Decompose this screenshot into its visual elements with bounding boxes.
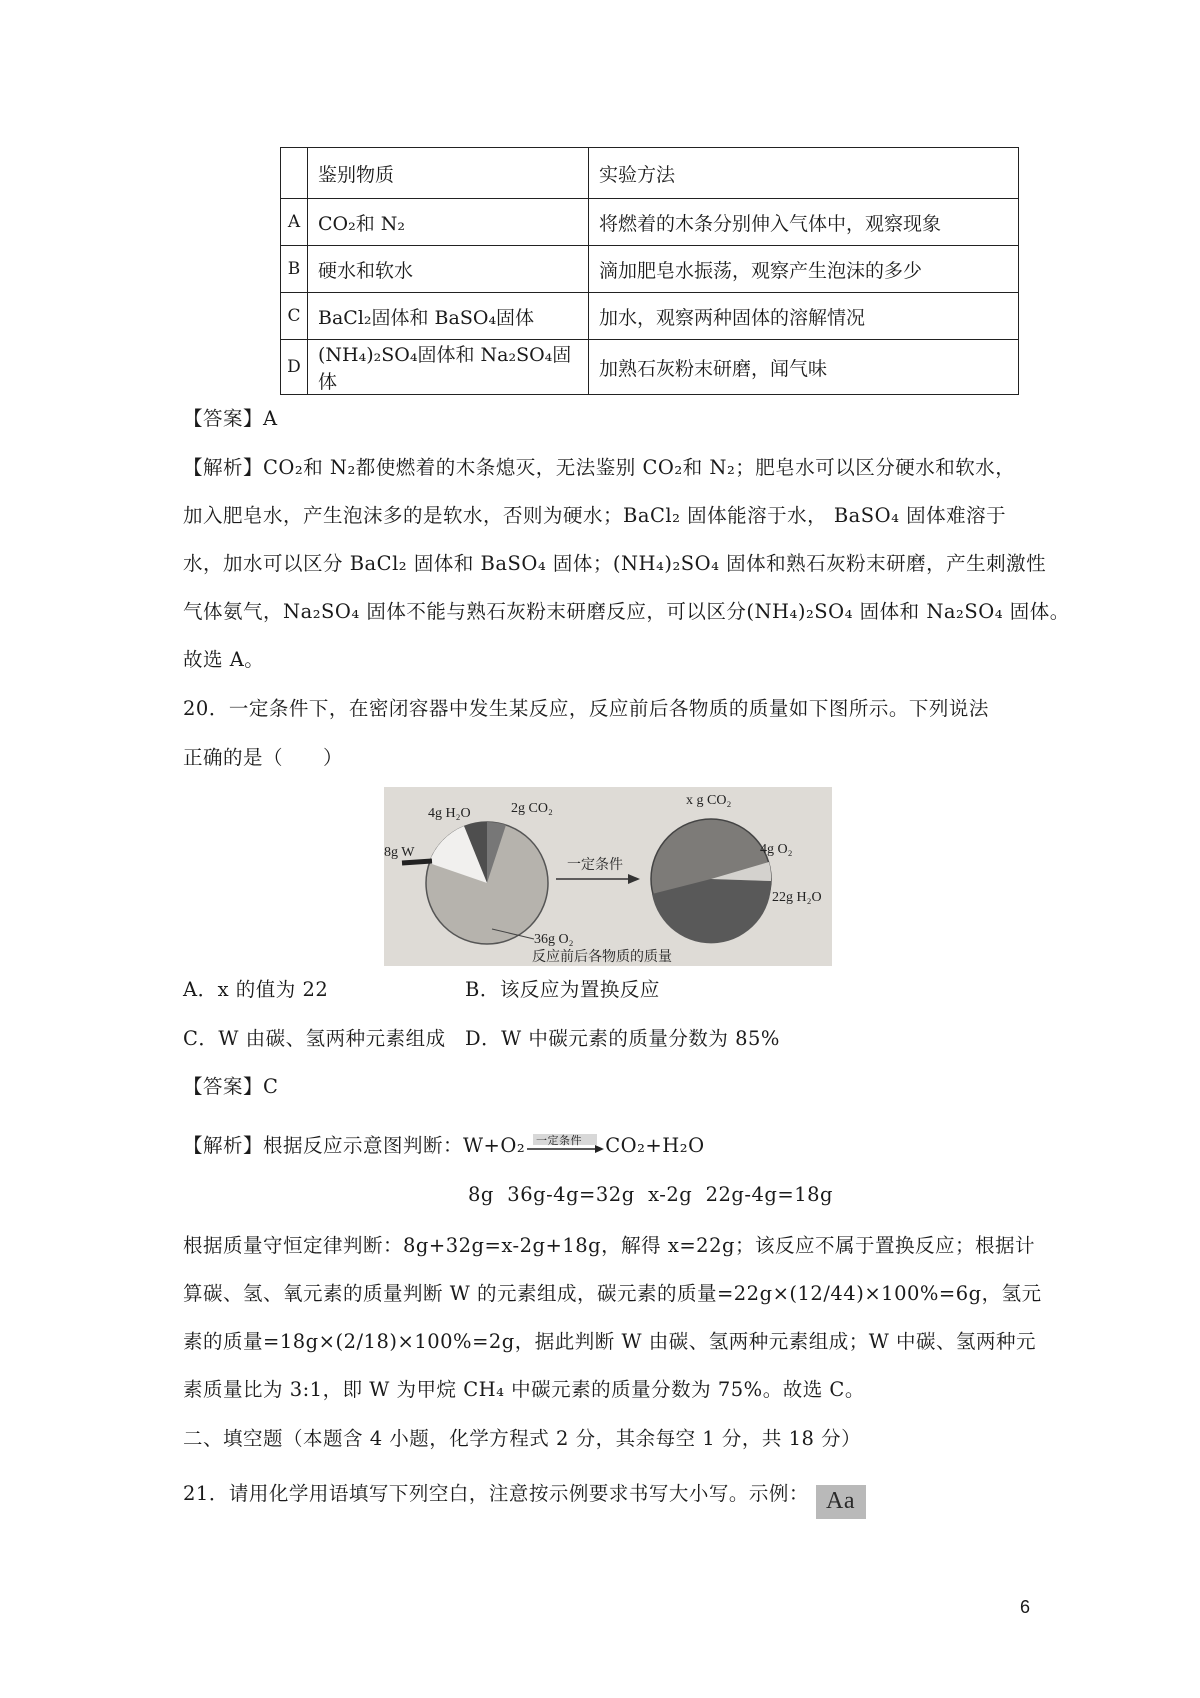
q19-analysis-line: 【解析】CO₂和 N₂都使燃着的木条熄灭，无法鉴别 CO₂和 N₂；肥皂水可以区分硬水和软水， (183, 456, 1016, 479)
table-cell-substance: BaCl₂固体和 BaSO₄固体 (308, 293, 589, 340)
after-label: x g CO₂ (686, 793, 732, 808)
q20-answer: 【答案】C (183, 1075, 279, 1098)
q19-answer: 【答案】A (183, 407, 278, 430)
q20-analysis-line: 素的质量=18g×(2/18)×100%=2g，据此判断 W 由碳、氢两种元素组成；W 中碳、氢两种元 (183, 1330, 1036, 1353)
section-heading: 二、填空题（本题含 4 小题，化学方程式 2 分，其余每空 1 分，共 18 分） (183, 1427, 862, 1450)
option-d: D．W 中碳元素的质量分数为 85% (465, 1027, 780, 1050)
equation-products: CO₂+H₂O (605, 1134, 705, 1157)
before-label: 36g O₂ (534, 932, 574, 947)
q20-analysis-line: 素质量比为 3:1，即 W 为甲烷 CH₄ 中碳元素的质量分数为 75%。故选 C。 (183, 1378, 865, 1401)
q19-analysis-line: 加入肥皂水，产生泡沫多的是软水，否则为硬水；BaCl₂ 固体能溶于水， BaSO₄ 固体难溶于 (183, 504, 1007, 527)
before-label: 8g W (384, 845, 415, 860)
table-row (281, 293, 1019, 340)
q19-analysis-line: 气体氨气，Na₂SO₄ 固体不能与熟石灰粉末研磨反应，可以区分(NH₄)₂SO₄ 固体和 Na₂SO₄ 固体。 (183, 600, 1070, 623)
q19-analysis-line: 故选 A。 (183, 648, 265, 671)
page-number: 6 (1020, 1597, 1031, 1617)
identification-table (280, 147, 1019, 395)
table-cell-letter: A (281, 199, 308, 246)
table-header-row (281, 148, 1019, 199)
q20-analysis-equation (183, 1132, 705, 1160)
equation-arrow-icon (525, 1134, 605, 1156)
option-b: B．该反应为置换反应 (465, 978, 660, 1001)
table-row (281, 199, 1019, 246)
table-cell-substance: 硬水和软水 (308, 246, 589, 293)
table-cell-substance: CO₂和 N₂ (308, 199, 589, 246)
q20-analysis-line: 算碳、氢、氧元素的质量判断 W 的元素组成，碳元素的质量=22g×(12/44)×100%=6g，氢元 (183, 1282, 1042, 1305)
table-cell-method: 滴加肥皂水振荡，观察产生泡沫的多少 (589, 246, 1019, 293)
table-header-cell: 鉴别物质 (308, 148, 589, 199)
before-pie (402, 822, 548, 944)
table-header-cell (281, 148, 308, 199)
table-row (281, 340, 1019, 395)
q20-analysis-line: 根据质量守恒定律判断：8g+32g=x-2g+18g，解得 x=22g；该反应不属于置换反应；根据计 (183, 1234, 1035, 1257)
table-header-cell: 实验方法 (589, 148, 1019, 199)
q20-stem-line: 20．一定条件下，在密闭容器中发生某反应，反应前后各物质的质量如下图所示。下列说法 (183, 697, 989, 720)
after-label: 22g H₂O (772, 890, 822, 905)
figure-caption: 反应前后各物质的质量 (532, 949, 672, 965)
table-cell-letter: B (281, 246, 308, 293)
case-example-image: Aa (816, 1485, 866, 1519)
table-cell-letter: D (281, 340, 308, 395)
q19-analysis-line: 水，加水可以区分 BaCl₂ 固体和 BaSO₄ 固体；(NH₄)₂SO₄ 固体和熟石灰粉末研磨，产生刺激性 (183, 552, 1047, 575)
before-label: 2g CO₂ (511, 801, 553, 816)
q21-stem-text: 21．请用化学用语填写下列空白，注意按示例要求书写大小写。示例： (183, 1482, 809, 1505)
table-cell-letter: C (281, 293, 308, 340)
equation-reactants: 【解析】根据反应示意图判断：W+O₂ (183, 1134, 526, 1157)
equation-arrow-label: 一定条件 (536, 1134, 583, 1147)
table-cell-substance: (NH₄)₂SO₄固体和 Na₂SO₄固体 (308, 340, 589, 395)
equation-masses: 8g 36g-4g=32g x-2g 22g-4g=18g (468, 1183, 834, 1206)
table-cell-method: 加水，观察两种固体的溶解情况 (589, 293, 1019, 340)
reaction-mass-figure (384, 787, 832, 966)
arrow-label: 一定条件 (567, 857, 623, 873)
table-cell-method: 加熟石灰粉末研磨，闻气味 (589, 340, 1019, 395)
before-label: 4g H₂O (428, 806, 471, 821)
after-pie (651, 819, 771, 943)
option-a: A．x 的值为 22 (183, 978, 329, 1001)
table-cell-method: 将燃着的木条分别伸入气体中，观察现象 (589, 199, 1019, 246)
q20-stem-line: 正确的是（ ） (183, 746, 344, 769)
table-row (281, 246, 1019, 293)
option-c: C．W 由碳、氢两种元素组成 (183, 1027, 446, 1050)
q21-stem (183, 1480, 866, 1519)
after-label: 4g O₂ (760, 842, 793, 857)
